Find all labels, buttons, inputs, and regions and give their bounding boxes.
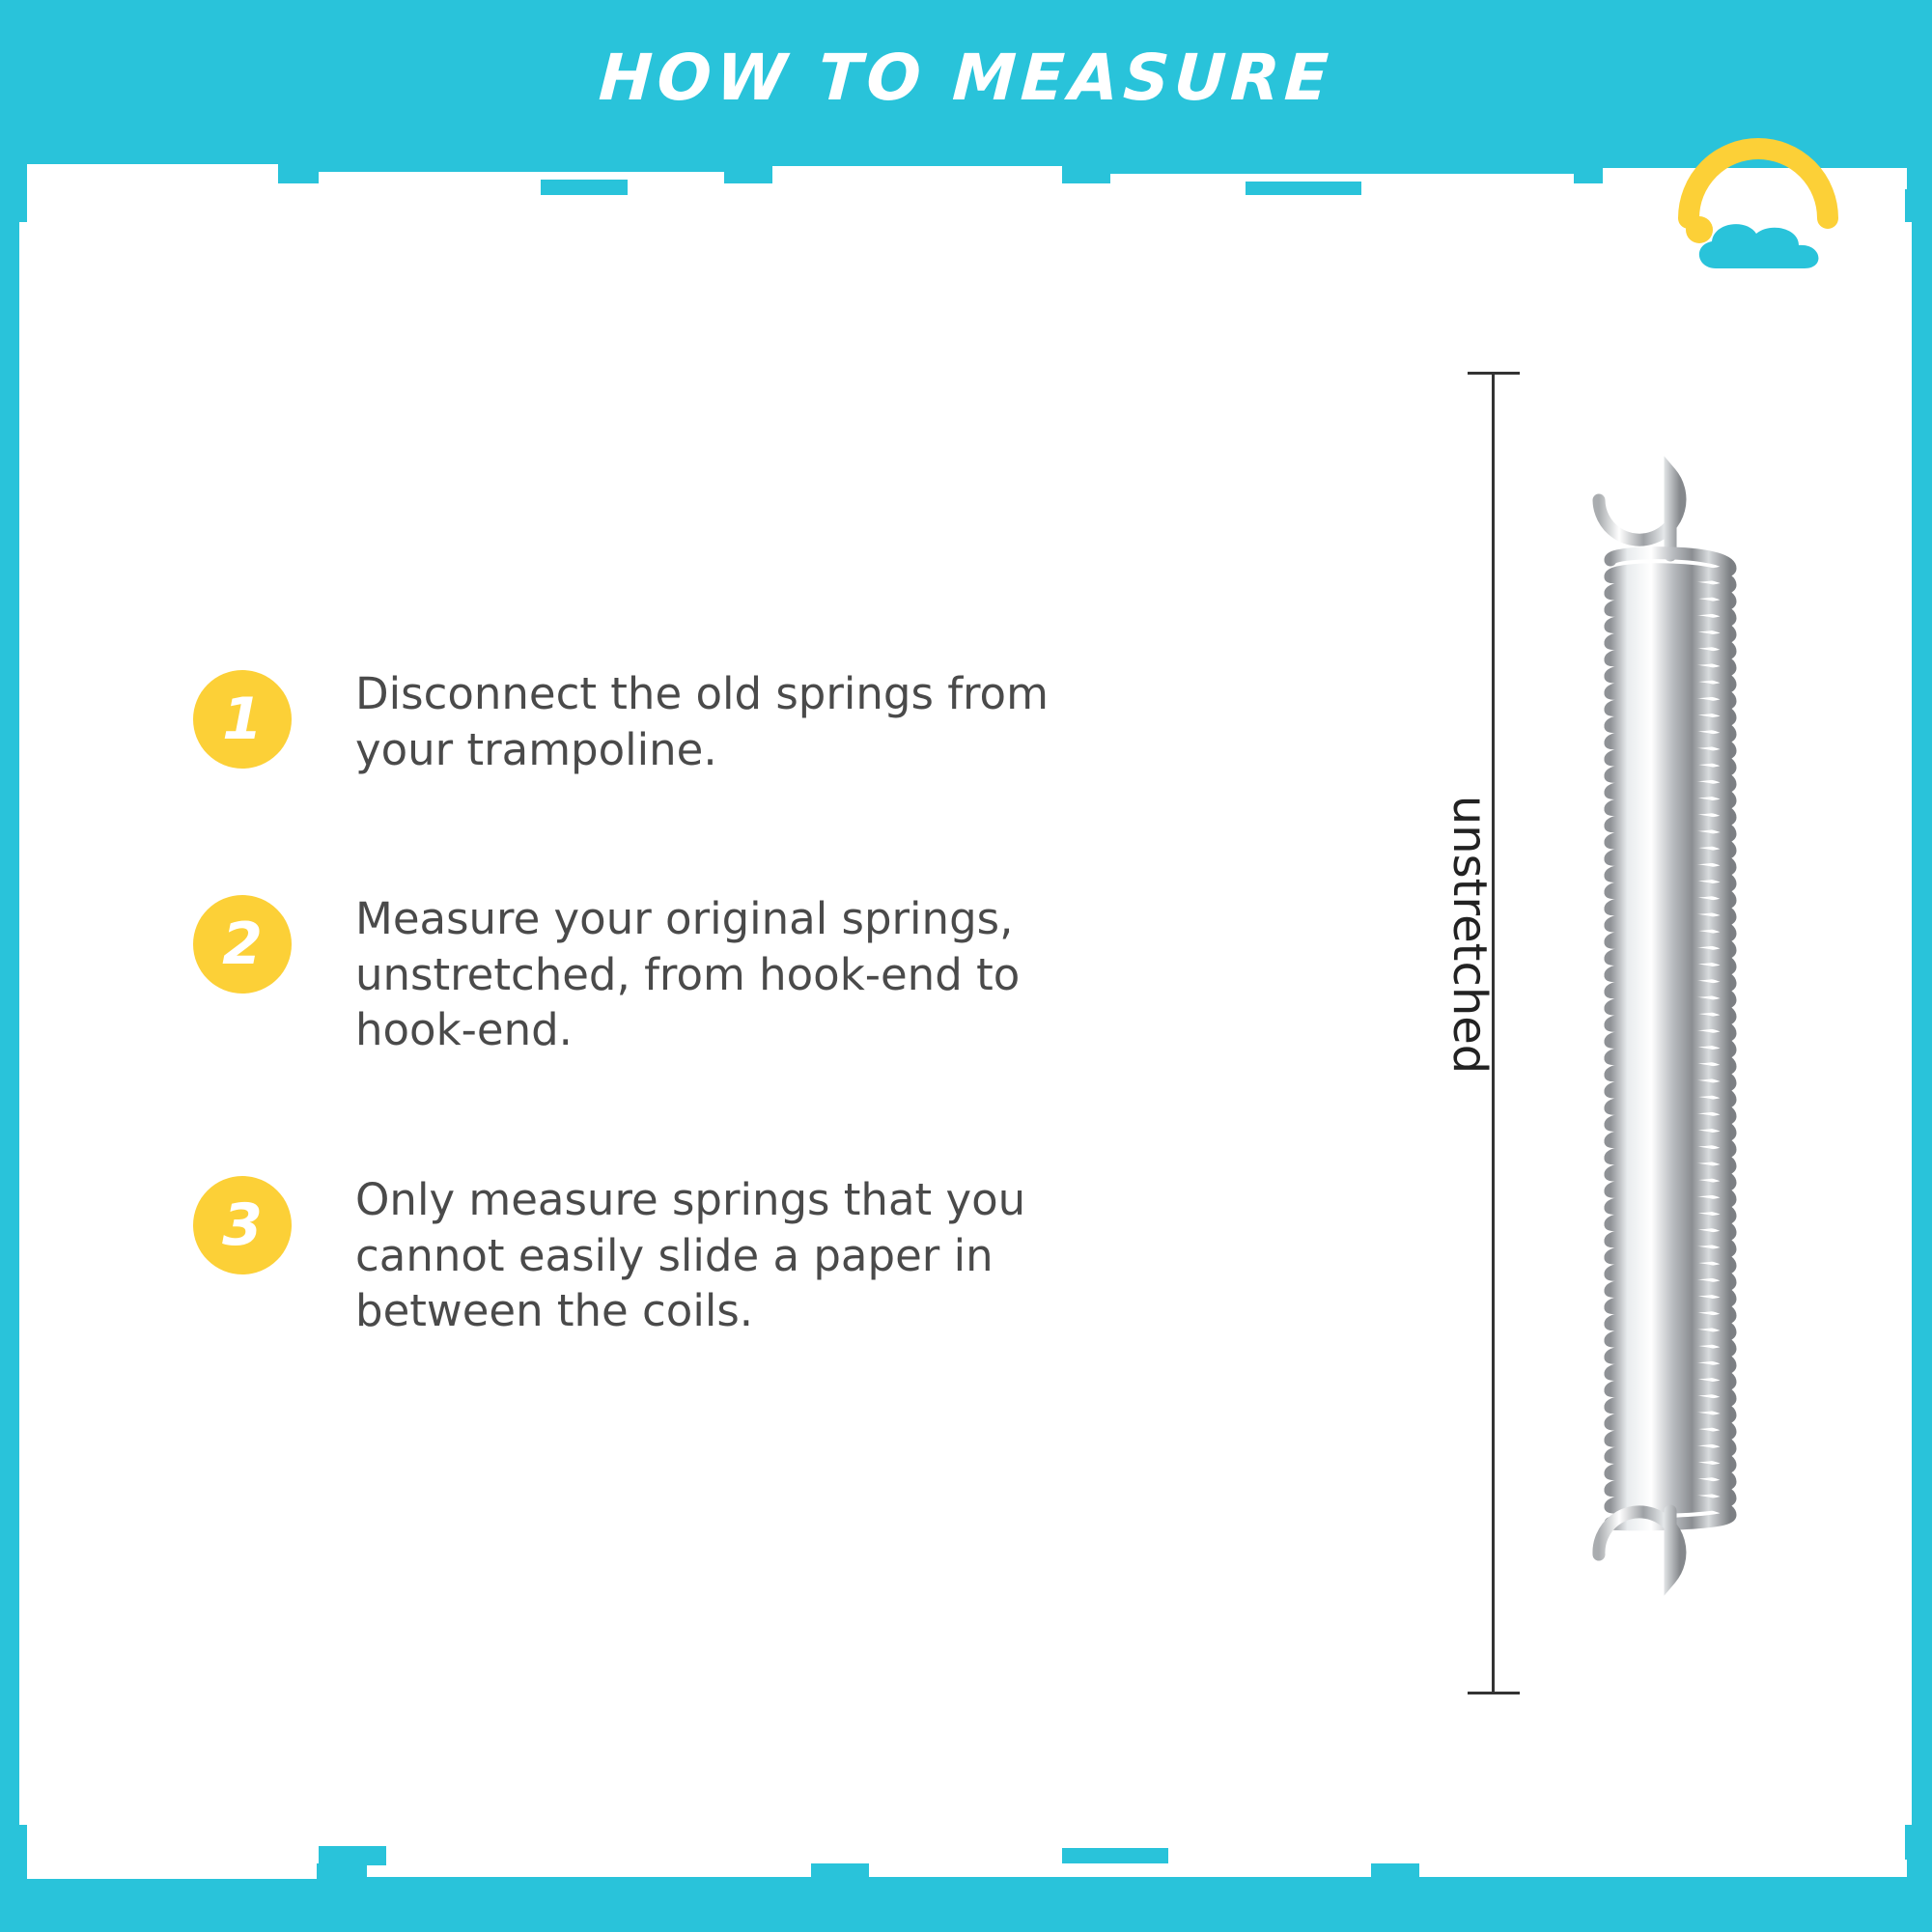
spring-coils bbox=[1610, 553, 1730, 1525]
torn-notch-top-2 bbox=[1246, 182, 1361, 195]
torn-edge-top-2 bbox=[319, 172, 724, 191]
measure-label: unstretched bbox=[1442, 795, 1497, 1075]
torn-edge-top-1 bbox=[27, 164, 278, 189]
measure-cap-bottom bbox=[1468, 1692, 1520, 1694]
cloud-icon bbox=[1699, 224, 1819, 268]
torn-edge-bottom-4 bbox=[1419, 1860, 1907, 1877]
spring-illustration bbox=[1429, 357, 1815, 1709]
list-item bbox=[193, 891, 1101, 1058]
torn-notch-top-1 bbox=[541, 180, 628, 195]
spring-image bbox=[1554, 357, 1806, 1714]
step-text: Disconnect the old springs from your trampoline. bbox=[355, 668, 1049, 775]
torn-edge-top-3 bbox=[772, 166, 1062, 189]
list-item bbox=[193, 1172, 1101, 1339]
torn-notch-bottom-1 bbox=[319, 1846, 386, 1865]
page-title: HOW TO MEASURE bbox=[597, 41, 1335, 115]
torn-notch-bottom-2 bbox=[1062, 1848, 1168, 1863]
sun-and-cloud-logo bbox=[1675, 126, 1868, 280]
torn-edge-bottom-2 bbox=[367, 1858, 811, 1877]
torn-edge-left bbox=[19, 222, 37, 1825]
step-number-badge: 3 bbox=[193, 1176, 292, 1274]
step-text: Only measure springs that you cannot easily slide a paper in between the coils. bbox=[355, 1173, 1026, 1337]
spring-hook-top bbox=[1599, 473, 1680, 555]
torn-edge-bottom-1 bbox=[27, 1854, 317, 1879]
sun-icon bbox=[1686, 149, 1828, 243]
step-number-badge: 2 bbox=[193, 895, 292, 994]
list-item bbox=[193, 666, 1101, 777]
step-text: Measure your original springs, unstretched, from hook-end to hook-end. bbox=[355, 893, 1021, 1056]
torn-edge-right bbox=[1894, 222, 1912, 1825]
step-number-badge: 1 bbox=[193, 670, 292, 769]
steps-list bbox=[193, 666, 1101, 1453]
